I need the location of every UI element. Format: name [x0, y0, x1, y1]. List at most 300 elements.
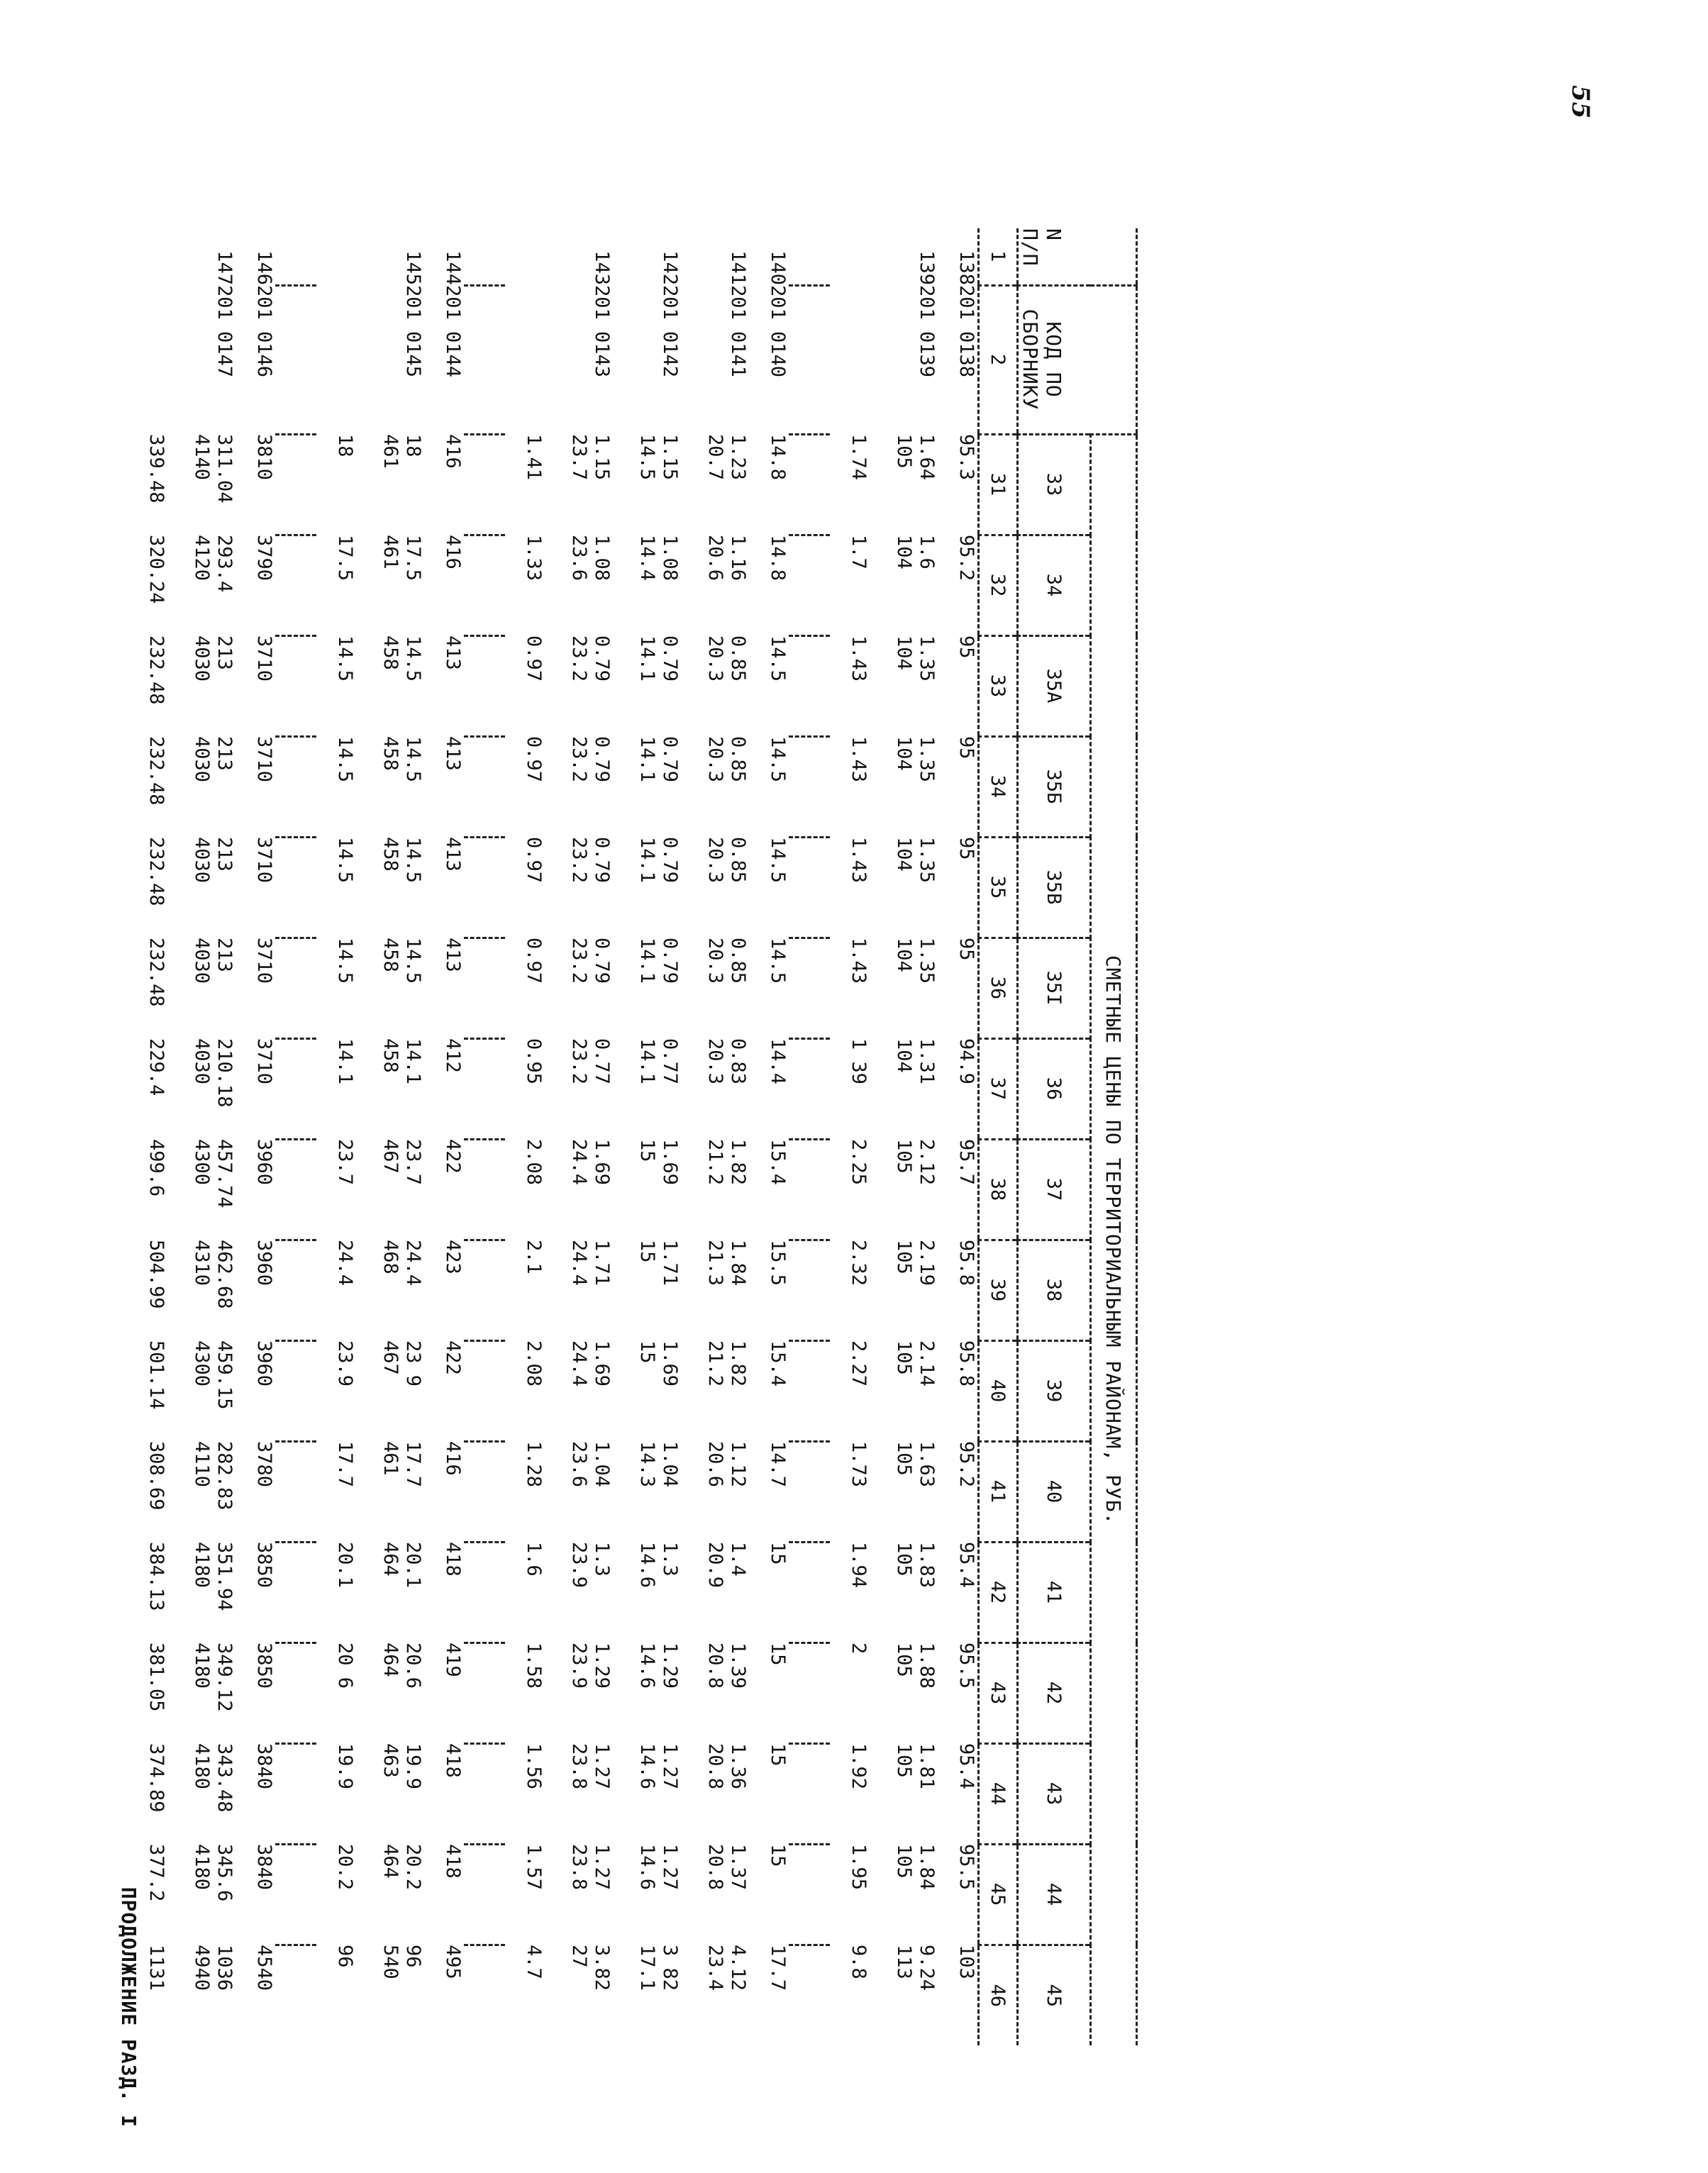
cell-value: 17.7	[334, 1441, 356, 1488]
price-cell	[749, 434, 789, 535]
cell-value: 20.1	[402, 1542, 424, 1589]
price-cell	[681, 1240, 749, 1340]
cell-value: 416	[442, 535, 464, 569]
row-code: 201 0142	[659, 285, 681, 378]
cell-value: 320.24	[145, 535, 167, 604]
cell-value: 457.74	[214, 1139, 235, 1208]
cell-value: 232.48	[145, 635, 167, 705]
cell-value: 0.79	[659, 837, 681, 884]
row-number: 139	[916, 250, 938, 285]
cell-value: 105	[893, 1441, 915, 1476]
cell-value: 422	[442, 1139, 464, 1174]
spacer-cell	[464, 837, 505, 938]
price-cell	[938, 736, 979, 837]
table-row	[356, 228, 424, 2045]
cell-value: 14.5	[767, 837, 789, 884]
spacer-cell	[789, 228, 830, 285]
cell-value: 20.3	[704, 837, 726, 884]
cell-value: 345.6	[214, 1844, 235, 1902]
spacer-cell	[275, 1844, 316, 1945]
table-row	[545, 228, 613, 2045]
spacer-cell	[789, 1340, 830, 1441]
price-cell	[316, 1542, 356, 1643]
cell-value: 105	[893, 1743, 915, 1778]
cell-value: 232.48	[145, 938, 167, 1007]
table-row	[613, 228, 681, 2045]
cell-value: 104	[893, 837, 915, 872]
row-number: 146	[253, 250, 275, 285]
price-cell	[749, 1441, 789, 1542]
cell-value: 2.08	[523, 1340, 545, 1387]
cell-value: 0.79	[591, 736, 613, 783]
cell-value: 1.84	[916, 1844, 938, 1891]
cell-value: 17.5	[402, 535, 424, 582]
cell-value: 4180	[191, 1743, 213, 1790]
row-number: 142	[659, 250, 681, 285]
cell-value: 1.88	[916, 1643, 938, 1689]
price-cell	[356, 1542, 424, 1643]
cell-value: 94.9	[955, 1038, 977, 1085]
cell-value: 23.2	[568, 837, 590, 884]
cell-value: 1.31	[916, 1038, 938, 1085]
cell-value: 4180	[191, 1542, 213, 1589]
cell-value: 458	[379, 837, 401, 872]
price-cell	[128, 1844, 167, 1945]
column-number: 37	[979, 1038, 1018, 1139]
cell-value: 3.82	[591, 1945, 613, 1991]
cell-value: 20.8	[704, 1844, 726, 1891]
price-cell	[505, 1542, 545, 1643]
price-cell	[613, 837, 681, 938]
cell-value: 1.83	[916, 1542, 938, 1589]
cell-value: 20 6	[334, 1643, 356, 1689]
price-cell	[613, 1038, 681, 1139]
cell-value: 18	[334, 434, 356, 457]
cell-value: 103	[955, 1945, 977, 1979]
price-cell	[424, 535, 464, 635]
group-header: СМЕТНЫЕ ЦЕНЫ ПО ТЕРРИТОРИАЛЬНЫМ РАЙОНАМ, РУБ.	[1091, 434, 1137, 2045]
price-cell	[424, 938, 464, 1038]
cell-value: 3710	[253, 635, 275, 682]
spacer-cell	[275, 736, 316, 837]
row-code: 201 0143	[591, 285, 613, 378]
price-cell	[356, 1139, 424, 1240]
spacer-cell	[789, 1643, 830, 1743]
cell-value: 419	[442, 1643, 464, 1677]
spacer-cell	[275, 635, 316, 736]
price-cell	[545, 736, 613, 837]
cell-value: 17.5	[334, 535, 356, 582]
price-cell	[830, 1240, 870, 1340]
cell-value: 2.27	[848, 1340, 870, 1387]
cell-value: 20.6	[704, 1441, 726, 1488]
row-number: 147	[214, 250, 235, 285]
price-cell	[505, 1340, 545, 1441]
cell-value: 20.3	[704, 938, 726, 984]
row-code	[128, 285, 167, 434]
cell-value: 14.1	[636, 938, 658, 984]
spacer-cell	[275, 1542, 316, 1643]
spacer-cell	[464, 1844, 505, 1945]
region-header: 34	[1018, 535, 1091, 635]
price-cell	[356, 1340, 424, 1441]
table-row	[235, 228, 275, 2045]
cell-value: 1.71	[659, 1240, 681, 1286]
cell-value: 4030	[191, 736, 213, 783]
cell-value: 96	[334, 1945, 356, 1968]
spacer-cell	[789, 1945, 830, 2045]
price-cell	[235, 434, 275, 535]
spacer-cell	[275, 434, 316, 535]
cell-value: 232.48	[145, 837, 167, 906]
price-cell	[128, 736, 167, 837]
price-cell	[235, 1038, 275, 1139]
cell-value: 2.32	[848, 1240, 870, 1286]
cell-value: 9.24	[916, 1945, 938, 1991]
spacer-cell	[789, 635, 830, 736]
price-cell	[356, 837, 424, 938]
cell-value: 0.79	[591, 837, 613, 884]
price-cell	[613, 434, 681, 535]
price-cell	[424, 1945, 464, 2045]
spacer-cell	[275, 535, 316, 635]
cell-value: 4180	[191, 1844, 213, 1891]
spacer-cell	[464, 228, 505, 285]
cell-value: 1.81	[916, 1743, 938, 1790]
region-header: 40	[1018, 1441, 1091, 1542]
price-cell	[235, 1844, 275, 1945]
cell-value: 14.5	[767, 938, 789, 984]
cell-value: 15	[636, 1340, 658, 1364]
cell-value: 4540	[253, 1945, 275, 1991]
cell-value: 461	[379, 434, 401, 469]
price-cell	[938, 837, 979, 938]
cell-value: 1036	[214, 1945, 235, 1991]
price-cell	[424, 1844, 464, 1945]
spacer-cell	[275, 285, 316, 434]
cell-value: 1.39	[727, 1643, 749, 1689]
price-cell	[167, 938, 235, 1038]
price-cell	[545, 535, 613, 635]
price-cell	[749, 938, 789, 1038]
cell-value: 0.95	[523, 1038, 545, 1085]
column-number: 38	[979, 1139, 1018, 1240]
cell-value: 23.4	[704, 1945, 726, 1991]
cell-value: 9.8	[848, 1945, 870, 1979]
cell-value: 1.82	[727, 1139, 749, 1186]
cell-value: 95.8	[955, 1340, 977, 1387]
cell-value: 1.43	[848, 635, 870, 682]
cell-value: 24.4	[334, 1240, 356, 1286]
price-cell	[830, 1743, 870, 1844]
table-row	[749, 228, 789, 2045]
cell-value: 14.6	[636, 1844, 658, 1891]
cell-value: 20.8	[704, 1743, 726, 1790]
price-cell	[167, 1844, 235, 1945]
cell-value: 464	[379, 1643, 401, 1677]
cell-value: 1.04	[591, 1441, 613, 1488]
table-row	[128, 228, 167, 2045]
cell-value: 282.83	[214, 1441, 235, 1511]
cell-value: 1.82	[727, 1340, 749, 1387]
column-number: 34	[979, 736, 1018, 837]
price-cell	[167, 1340, 235, 1441]
cell-value: 1.3	[591, 1542, 613, 1577]
cell-value: 3710	[253, 1038, 275, 1085]
spacer-cell	[275, 938, 316, 1038]
price-cell	[545, 1441, 613, 1542]
cell-value: 0.79	[659, 938, 681, 984]
row-code: 201 0140	[767, 285, 789, 378]
cell-value: 23.2	[568, 635, 590, 682]
cell-value: 1.69	[659, 1139, 681, 1186]
cell-value: 422	[442, 1340, 464, 1375]
cell-value: 1.84	[727, 1240, 749, 1286]
spacer-cell	[464, 635, 505, 736]
price-cell	[235, 1743, 275, 1844]
price-cell	[316, 736, 356, 837]
cell-value: 213	[214, 837, 235, 872]
cell-value: 105	[893, 1340, 915, 1375]
cell-value: 1.35	[916, 635, 938, 682]
cell-value: 104	[893, 635, 915, 670]
price-cell	[545, 938, 613, 1038]
price-cell	[870, 635, 938, 736]
price-cell	[167, 535, 235, 635]
cell-value: 15	[636, 1240, 658, 1263]
cell-value: 14.5	[334, 837, 356, 884]
cell-value: 0.83	[727, 1038, 749, 1085]
price-cell	[505, 1643, 545, 1743]
price-cell	[749, 1945, 789, 2045]
cell-value: 95.4	[955, 1542, 977, 1589]
table-row	[938, 228, 979, 2045]
price-cell	[938, 1743, 979, 1844]
cell-value: 1.71	[591, 1240, 613, 1286]
cell-value: 14.3	[636, 1441, 658, 1488]
cell-value: 4030	[191, 938, 213, 984]
price-cell	[167, 837, 235, 938]
cell-value: 104	[893, 938, 915, 972]
price-cell	[235, 736, 275, 837]
price-cell	[870, 535, 938, 635]
price-cell	[167, 1240, 235, 1340]
cell-value: 1.92	[848, 1743, 870, 1790]
price-cell	[870, 1441, 938, 1542]
cell-value: 461	[379, 535, 401, 569]
cell-value: 504.99	[145, 1240, 167, 1309]
spacer-cell	[789, 1542, 830, 1643]
cell-value: 4.7	[523, 1945, 545, 1979]
price-cell	[938, 1038, 979, 1139]
cell-value: 95.4	[955, 1743, 977, 1790]
price-cell	[167, 1945, 235, 2045]
cell-value: 1.43	[848, 837, 870, 884]
price-cell	[613, 1441, 681, 1542]
cell-value: 14.6	[636, 1542, 658, 1589]
row-number: 141	[727, 250, 749, 285]
price-table-body	[128, 228, 979, 2045]
cell-value: 105	[893, 1542, 915, 1577]
cell-value: 14.5	[402, 635, 424, 682]
cell-value: 15	[767, 1743, 789, 1767]
spacer-cell	[464, 1340, 505, 1441]
region-header: 37	[1018, 1139, 1091, 1240]
column-number: 36	[979, 938, 1018, 1038]
cell-value: 0.85	[727, 635, 749, 682]
cell-value: 105	[893, 1643, 915, 1677]
price-cell	[870, 1643, 938, 1743]
cell-value: 3840	[253, 1844, 275, 1891]
cell-value: 499.6	[145, 1139, 167, 1197]
region-header: 38	[1018, 1240, 1091, 1340]
price-cell	[613, 1139, 681, 1240]
price-cell	[749, 1844, 789, 1945]
cell-value: 0.79	[591, 635, 613, 682]
spacer-cell	[464, 736, 505, 837]
cell-value: 1.08	[659, 535, 681, 582]
price-cell	[424, 1743, 464, 1844]
cell-value: 14.5	[402, 837, 424, 884]
price-cell	[505, 1038, 545, 1139]
cell-value: 412	[442, 1038, 464, 1073]
spacer-cell	[464, 1643, 505, 1743]
cell-value: 14.1	[402, 1038, 424, 1085]
column-number: 32	[979, 535, 1018, 635]
price-cell	[235, 635, 275, 736]
price-cell	[870, 434, 938, 535]
price-cell	[356, 635, 424, 736]
cell-value: 19.9	[334, 1743, 356, 1790]
price-cell	[128, 1340, 167, 1441]
cell-value: 232.48	[145, 736, 167, 806]
region-header: 42	[1018, 1643, 1091, 1743]
cell-value: 23.7	[402, 1139, 424, 1186]
region-header-row	[1018, 228, 1091, 2045]
price-cell	[681, 1139, 749, 1240]
price-cell	[505, 1240, 545, 1340]
col-n-header: N П/П	[1019, 228, 1065, 267]
price-cell	[613, 1844, 681, 1945]
cell-value: 3840	[253, 1743, 275, 1790]
region-header: 33	[1018, 434, 1091, 535]
cell-value: 15	[767, 1844, 789, 1867]
cell-value: 1.6	[916, 535, 938, 569]
spacer-cell	[275, 837, 316, 938]
cell-value: 15	[767, 1542, 789, 1565]
cell-value: 14.5	[767, 635, 789, 682]
spacer-cell	[464, 938, 505, 1038]
price-cell	[613, 1945, 681, 2045]
cell-value: 20.9	[704, 1542, 726, 1589]
table-row	[505, 228, 545, 2045]
spacer-cell	[275, 1441, 316, 1542]
spacer-cell	[464, 1743, 505, 1844]
table-row	[830, 228, 870, 2045]
price-cell	[356, 938, 424, 1038]
cell-value: 4940	[191, 1945, 213, 1991]
price-cell	[167, 736, 235, 837]
column-number: 2	[979, 285, 1018, 434]
price-cell	[938, 434, 979, 535]
cell-value: 15.5	[767, 1240, 789, 1286]
cell-value: 15.4	[767, 1139, 789, 1186]
column-number: 31	[979, 434, 1018, 535]
price-cell	[505, 1139, 545, 1240]
cell-value: 416	[442, 434, 464, 469]
price-cell	[316, 1743, 356, 1844]
cell-value: 17.7	[402, 1441, 424, 1488]
price-cell	[235, 535, 275, 635]
cell-value: 95	[955, 736, 977, 760]
cell-value: 3960	[253, 1240, 275, 1286]
cell-value: 19.9	[402, 1743, 424, 1790]
price-cell	[749, 635, 789, 736]
column-number: 41	[979, 1441, 1018, 1542]
price-cell	[316, 938, 356, 1038]
cell-value: 23 9	[402, 1340, 424, 1387]
cell-value: 113	[893, 1945, 915, 1979]
cell-value: 96	[402, 1945, 424, 1968]
spacer-cell	[464, 1038, 505, 1139]
cell-value: 459.15	[214, 1340, 235, 1410]
cell-value: 14.5	[334, 736, 356, 783]
cell-value: 423	[442, 1240, 464, 1274]
price-cell	[938, 1441, 979, 1542]
price-cell	[681, 1038, 749, 1139]
row-number: 140	[767, 250, 789, 285]
cell-value: 0.85	[727, 938, 749, 984]
cell-value: 339.48	[145, 434, 167, 504]
cell-value: 0.77	[659, 1038, 681, 1085]
cell-value: 14.5	[334, 938, 356, 984]
price-cell	[505, 434, 545, 535]
price-cell	[681, 535, 749, 635]
price-cell	[235, 1542, 275, 1643]
price-cell	[681, 1340, 749, 1441]
cell-value: 1.41	[523, 434, 545, 481]
column-number-row	[979, 228, 1018, 2045]
cell-value: 14.4	[767, 1038, 789, 1085]
cell-value: 458	[379, 736, 401, 771]
spacer-cell	[464, 1441, 505, 1542]
cell-value: 1.57	[523, 1844, 545, 1891]
cell-value: 23.8	[568, 1743, 590, 1790]
table-row	[424, 228, 464, 2045]
price-cell	[545, 1945, 613, 2045]
group-spacer	[789, 228, 830, 2045]
spacer-cell	[789, 837, 830, 938]
cell-value: 3810	[253, 434, 275, 481]
cell-value: 95.8	[955, 1240, 977, 1286]
cell-value: 1.16	[727, 535, 749, 582]
price-cell	[681, 635, 749, 736]
cell-value: 1.15	[591, 434, 613, 481]
cell-value: 24.4	[568, 1139, 590, 1186]
region-header: 36	[1018, 1038, 1091, 1139]
cell-value: 95	[955, 635, 977, 659]
price-cell	[424, 1643, 464, 1743]
price-cell	[424, 1139, 464, 1240]
cell-value: 464	[379, 1844, 401, 1879]
cell-value: 210.18	[214, 1038, 235, 1108]
cell-value: 95.7	[955, 1139, 977, 1186]
price-cell	[505, 1945, 545, 2045]
cell-value: 14.5	[636, 434, 658, 481]
price-cell	[356, 1945, 424, 2045]
price-cell	[356, 1844, 424, 1945]
cell-value: 20.3	[704, 635, 726, 682]
